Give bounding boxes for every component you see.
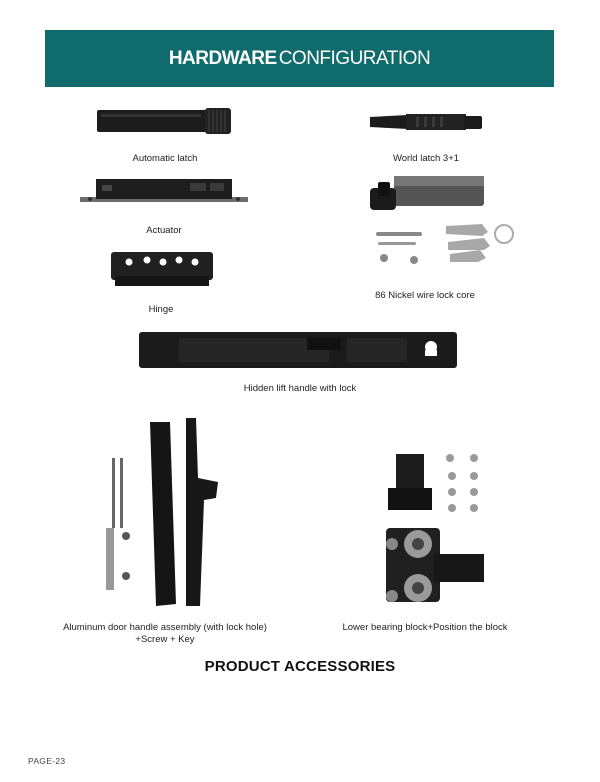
door-handle-caption (50, 622, 280, 646)
lock-core-caption: 86 Nickel wire lock core (375, 290, 475, 301)
header-title-bold: HARDWARE (168, 47, 277, 69)
automatic-latch-caption: Automatic latch (132, 153, 198, 164)
hinge-caption: Hinge (148, 304, 174, 315)
actuator-image (80, 177, 248, 205)
lock-core-image (364, 172, 520, 268)
door-handle-image (100, 418, 230, 610)
hidden-handle-image (139, 330, 457, 370)
header-banner (45, 30, 554, 87)
header-title-light: CONFIGURATION (278, 47, 431, 69)
hidden-handle-caption: Hidden lift handle with lock (243, 383, 357, 394)
world-latch-caption: World latch 3+1 (392, 153, 460, 164)
world-latch-image (368, 111, 484, 133)
bearing-block-caption: Lower bearing block+Position the block (342, 622, 508, 633)
page-number: PAGE-23 (28, 756, 66, 766)
door-handle-caption-line2: +Screw + Key (135, 634, 195, 645)
section-title: PRODUCT ACCESSORIES (204, 658, 396, 675)
hinge-image (109, 246, 215, 290)
automatic-latch-image (97, 106, 233, 136)
bearing-block-image (382, 448, 488, 608)
actuator-caption: Actuator (146, 225, 182, 236)
door-handle-caption-line1: Aluminum door handle assembly (with lock hole) (63, 622, 267, 633)
